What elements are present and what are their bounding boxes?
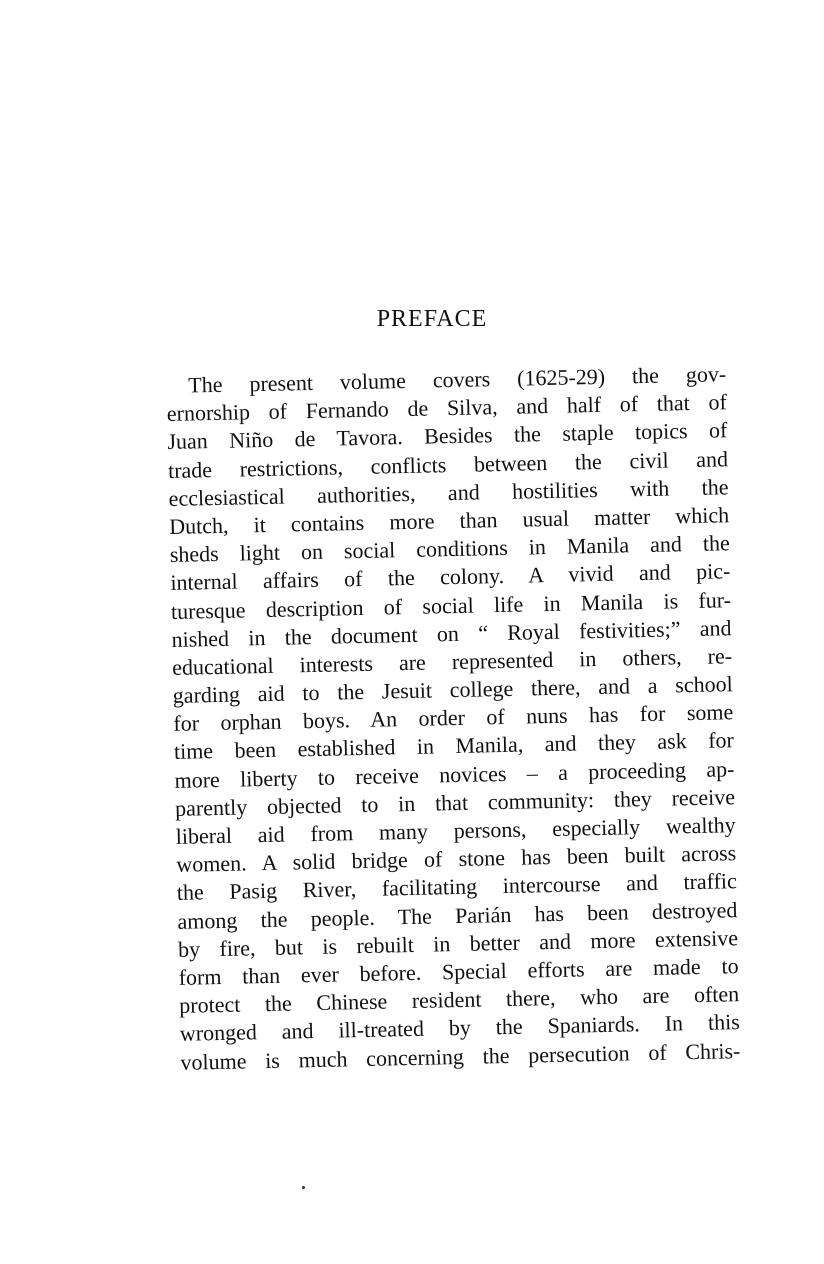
text-line: nished in the document on “ Royal festivities;” and	[171, 614, 732, 652]
preface-body	[166, 360, 741, 1076]
page-heading: PREFACE	[376, 306, 488, 332]
ink-speck	[302, 1186, 305, 1189]
text-line: time been established in Manila, and they ask for	[173, 727, 735, 765]
text-line: internal affairs of the colony. A vivid and pic-	[170, 558, 731, 596]
text-line: parently objected to in that community: they receive	[174, 783, 736, 821]
text-line: trade restrictions, conflicts between the civil and	[167, 445, 729, 483]
text-line: ernorship of Fernando de Silva, and half of that of	[166, 389, 728, 427]
text-line: Dutch, it contains more than usual matter which	[168, 502, 730, 539]
text-line: Juan Niño de Tavora. Besides the staple topics of	[167, 417, 728, 455]
text-line: liberal aid from many persons, especially wealthy	[175, 812, 736, 849]
text-line: the Pasig River, facilitating intercourse and traffic	[176, 868, 738, 906]
text-line: protect the Chinese resident there, who are often	[179, 981, 740, 1018]
text-line: educational interests are represented in others, re-	[171, 643, 733, 680]
text-line: ecclesiastical authorities, and hostilities with the	[168, 473, 729, 511]
text-line: wronged and ill-treated by the Spaniards. In this	[179, 1009, 740, 1047]
text-line: sheds light on social conditions in Manila and the	[169, 530, 730, 568]
text-line: The present volume covers (1625-29) the gov-	[188, 361, 727, 398]
text-line: for orphan boys. An order of nuns has for some	[173, 699, 734, 737]
text-line: women. A solid bridge of stone has been built across	[176, 840, 737, 878]
text-line: turesque description of social life in Manila is fur-	[170, 586, 732, 624]
text-line: more liberty to receive novices – a proceeding ap-	[174, 755, 735, 793]
text-line: garding aid to the Jesuit college there, and a school	[172, 671, 733, 708]
text-line: by fire, but is rebuilt in better and more extensive	[177, 924, 739, 962]
text-line: volume is much concerning the persecution of Chris-	[180, 1037, 741, 1075]
text-line: form than ever before. Special efforts are made to	[178, 953, 739, 990]
text-line: among the people. The Parián has been destroyed	[177, 896, 738, 934]
